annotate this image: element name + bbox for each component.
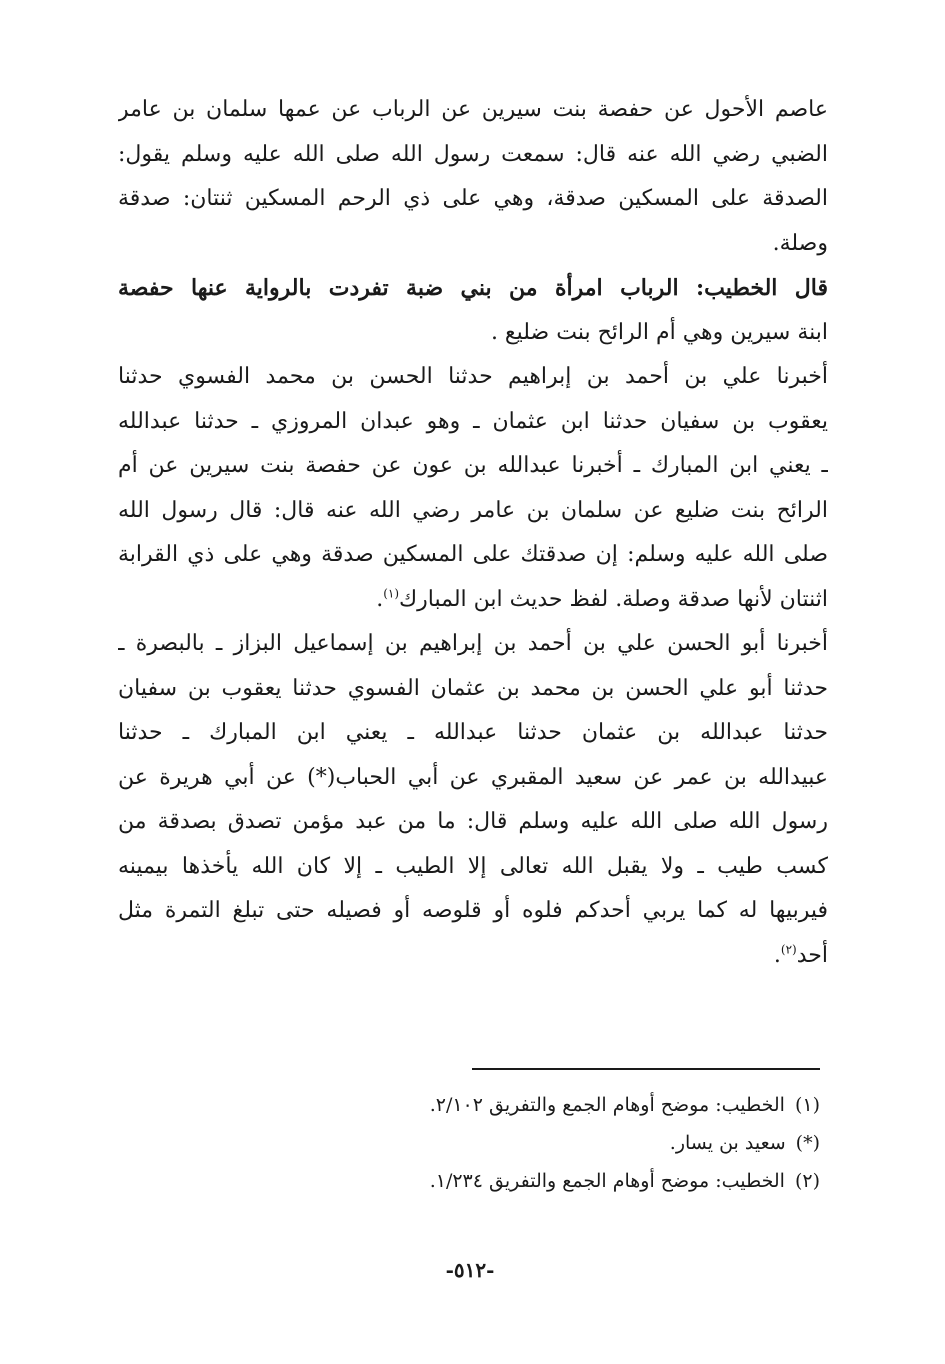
page-number: -٥١٢- <box>445 1258 495 1282</box>
text-line: الصدقة على المسكين صدقة، وهي على ذي الرحم المسكين ثنتان: صدقة <box>118 186 828 211</box>
paragraph <box>118 266 828 355</box>
text-line: ابنة سيرين وهي أم الرائح بنت ضليع . <box>490 319 828 345</box>
text-line: عاصم الأحول عن حفصة بنت سيرين عن الرباب عن عمها سلمان بن عامر <box>118 97 828 122</box>
footnote-reference[interactable]: (١) <box>383 586 400 601</box>
text-line: عبيدالله بن عمر عن سعيد المقبري عن أبي الحباب(*) عن أبي هريرة عن <box>118 764 828 790</box>
text-line: رسول الله صلى الله عليه وسلم قال: ما من عبد مؤمن تصدق بصدقة من <box>118 809 828 834</box>
text-line: قال الخطيب: الرباب امرأة من بني ضبة تفردت بالرواية عنها حفصة <box>118 275 828 301</box>
footnote-item <box>330 1124 820 1162</box>
footnote-item <box>330 1086 820 1124</box>
footnote-number: (٢) <box>794 1170 820 1192</box>
text-line: كسب طيب ـ ولا يقبل الله تعالى إلا الطيب ـ إلا كان الله يأخذها بيمينه <box>118 853 828 879</box>
footnote-number: (١) <box>794 1094 820 1116</box>
text-line <box>118 578 828 623</box>
body-text <box>118 88 828 978</box>
footnotes <box>330 1086 820 1200</box>
text-line: حدثنا أبو علي الحسن بن محمد بن عثمان الفسوي حدثنا يعقوب بن سفيان <box>118 675 828 701</box>
text-line: وصلة. <box>772 230 828 256</box>
text-line-content: اثنتان لأنها صدقة وصلة. لفظ حديث ابن المبارك <box>399 586 828 612</box>
paragraph <box>118 88 828 266</box>
footnote-text: الخطيب: موضح أوهام الجمع والتفريق ١/٢٣٤. <box>429 1170 785 1192</box>
footnote-reference[interactable]: (٢) <box>780 942 797 957</box>
footnote-number: (*) <box>795 1132 820 1154</box>
footnote-item <box>330 1162 820 1200</box>
paragraph <box>118 622 828 978</box>
text-line: أخبرنا علي بن أحمد بن إبراهيم حدثنا الحسن بن محمد الفسوي حدثنا <box>118 364 828 389</box>
footnote-text: سعيد بن يسار. <box>669 1132 786 1154</box>
text-line-tail: . <box>773 942 781 968</box>
text-line: الضبي رضي الله عنه قال: سمعت رسول الله صلى الله عليه وسلم يقول: <box>118 141 828 167</box>
text-line: يعقوب بن سفيان حدثنا ابن عثمان ـ وهو عبدان المروزي ـ حدثنا عبدالله <box>118 408 828 434</box>
text-line: فيربيها له كما يربي أحدكم فلوه أو قلوصه أو فصيله حتى تبلغ التمرة مثل <box>118 898 828 923</box>
paragraph <box>118 355 828 622</box>
text-line: حدثنا عبدالله بن عثمان حدثنا عبدالله ـ يعني ابن المبارك ـ حدثنا <box>118 720 828 745</box>
text-line: الرائح بنت ضليع عن سلمان بن عامر رضي الله عنه قال: قال رسول الله <box>118 497 828 523</box>
text-line-tail: . <box>376 586 384 612</box>
text-line: ـ يعني ابن المبارك ـ أخبرنا عبدالله بن عون عن حفصة بنت سيرين عن أم <box>118 453 828 478</box>
footnote-divider <box>472 1068 820 1070</box>
text-line: أخبرنا أبو الحسن علي بن أحمد بن إبراهيم بن إسماعيل البزاز ـ بالبصرة ـ <box>118 631 828 656</box>
text-line <box>118 934 828 979</box>
text-line: صلى الله عليه وسلم: إن صدقتك على المسكين صدقة وهي على ذي القرابة <box>118 542 828 567</box>
text-line-content: أحد <box>796 942 828 968</box>
footnote-text: الخطيب: موضح أوهام الجمع والتفريق ٢/١٠٢. <box>429 1094 785 1116</box>
